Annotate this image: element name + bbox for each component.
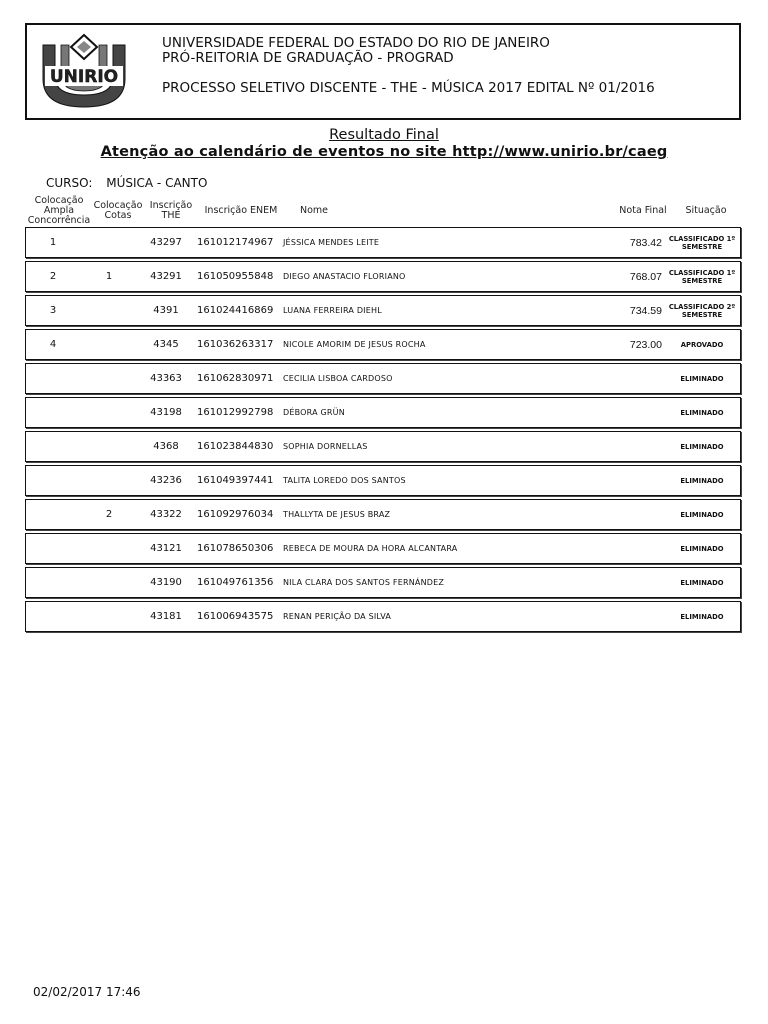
cell-situacao: ELIMINADO xyxy=(680,442,724,451)
cell-cotas xyxy=(96,602,122,631)
cell-enem: 161062830971 xyxy=(197,373,274,384)
cell-enem: 161092976034 xyxy=(197,509,274,520)
cell-situacao: APROVADO xyxy=(680,340,724,349)
cell-enem: 161049761356 xyxy=(197,577,274,588)
cell-the: 4391 xyxy=(153,305,179,316)
cell-nota: 723.00 xyxy=(629,338,662,351)
cell-nome: THALLYTA DE JESUS BRAZ xyxy=(283,510,391,519)
cell-nome: JÉSSICA MENDES LEITE xyxy=(283,238,380,247)
result-title xyxy=(0,127,768,161)
column-header-enem: Inscrição ENEM xyxy=(204,205,278,216)
table-row xyxy=(25,601,741,632)
cell-situacao: ELIMINADO xyxy=(680,476,724,485)
table-row xyxy=(25,533,741,564)
cell-nome: NILA CLARA DOS SANTOS FERNÁNDEZ xyxy=(283,578,445,587)
cell-ampla xyxy=(40,602,66,631)
calendar-notice: Atenção ao calendário de eventos no site http://www.unirio.br/caeg xyxy=(100,144,668,160)
cell-situacao: CLASSIFICADO 2º SEMESTRE xyxy=(668,302,736,319)
cell-nota xyxy=(624,364,662,393)
cell-the: 4368 xyxy=(153,441,179,452)
cell-enem: 161049397441 xyxy=(197,475,274,486)
cell-cotas xyxy=(96,432,122,461)
column-header-ampla: Colocação Ampla Concorrência xyxy=(27,195,91,226)
table-row xyxy=(25,227,741,258)
cell-enem: 161036263317 xyxy=(197,339,274,350)
column-header-cotas: Colocação Cotas xyxy=(93,200,143,221)
cell-situacao: ELIMINADO xyxy=(680,374,724,383)
cell-nota xyxy=(624,398,662,427)
cell-nome: REBECA DE MOURA DA HORA ALCANTARA xyxy=(283,544,458,553)
cell-cotas xyxy=(96,398,122,427)
cell-cotas xyxy=(96,568,122,597)
cell-ampla: 1 xyxy=(49,237,57,248)
cell-nome: CECILIA LISBOA CARDOSO xyxy=(283,374,393,383)
cell-nome: DIEGO ANASTACIO FLORIANO xyxy=(283,272,406,281)
cell-cotas xyxy=(96,466,122,495)
cell-the: 43297 xyxy=(150,237,182,248)
cell-nota: 783.42 xyxy=(629,236,662,249)
cell-ampla: 4 xyxy=(49,339,57,350)
cell-nota xyxy=(624,534,662,563)
logo-text: UNIRIO xyxy=(49,67,119,87)
cell-situacao: CLASSIFICADO 1º SEMESTRE xyxy=(668,234,736,251)
cell-nota xyxy=(624,500,662,529)
cell-enem: 161050955848 xyxy=(197,271,274,282)
cell-ampla: 3 xyxy=(49,305,57,316)
cell-nota xyxy=(624,602,662,631)
cell-cotas xyxy=(96,534,122,563)
cell-cotas xyxy=(96,296,122,325)
column-header-nota: Nota Final xyxy=(619,205,667,216)
cell-cotas xyxy=(96,330,122,359)
cell-the: 43198 xyxy=(150,407,182,418)
cell-nome: RENAN PERIÇÃO DA SILVA xyxy=(283,612,392,621)
cell-enem: 161078650306 xyxy=(197,543,274,554)
cell-enem: 161023844830 xyxy=(197,441,274,452)
course-label: CURSO: xyxy=(46,176,93,190)
cell-nome: NICOLE AMORIM DE JESUS ROCHA xyxy=(283,340,426,349)
cell-ampla: 2 xyxy=(49,271,57,282)
cell-ampla xyxy=(40,398,66,427)
cell-the: 43322 xyxy=(150,509,182,520)
header-text xyxy=(162,36,655,96)
cell-cotas xyxy=(96,364,122,393)
cell-the: 4345 xyxy=(153,339,179,350)
cell-enem: 161012992798 xyxy=(197,407,274,418)
cell-cotas: 1 xyxy=(105,271,113,282)
cell-nota xyxy=(624,432,662,461)
cell-ampla xyxy=(40,364,66,393)
cell-ampla xyxy=(40,432,66,461)
cell-cotas xyxy=(96,228,122,257)
cell-nota xyxy=(624,466,662,495)
course-line xyxy=(46,176,207,190)
cell-situacao: ELIMINADO xyxy=(680,544,724,553)
column-header-the: Inscrição THE xyxy=(149,200,193,221)
table-row xyxy=(25,329,741,360)
course-value: MÚSICA - CANTO xyxy=(106,176,208,190)
process-title: PROCESSO SELETIVO DISCENTE - THE - MÚSICA 2017 EDITAL Nº 01/2016 xyxy=(162,80,655,96)
result-heading: Resultado Final xyxy=(329,127,439,143)
table-row xyxy=(25,465,741,496)
cell-enem: 161024416869 xyxy=(197,305,274,316)
cell-the: 43236 xyxy=(150,475,182,486)
cell-the: 43121 xyxy=(150,543,182,554)
cell-nota xyxy=(624,568,662,597)
cell-ampla xyxy=(40,568,66,597)
cell-nome: LUANA FERREIRA DIEHL xyxy=(283,306,382,315)
cell-nota: 768.07 xyxy=(629,270,662,283)
unirio-logo xyxy=(39,33,129,113)
table-row xyxy=(25,295,741,326)
cell-situacao: ELIMINADO xyxy=(680,408,724,417)
cell-enem: 161006943575 xyxy=(197,611,274,622)
prorectorate-name: PRÓ-REITORIA DE GRADUAÇÃO - PROGRAD xyxy=(162,50,454,66)
column-header-nome: Nome xyxy=(300,205,329,216)
cell-the: 43363 xyxy=(150,373,182,384)
table-row xyxy=(25,431,741,462)
table-row xyxy=(25,499,741,530)
cell-situacao: ELIMINADO xyxy=(680,510,724,519)
cell-the: 43190 xyxy=(150,577,182,588)
cell-the: 43291 xyxy=(150,271,182,282)
table-row xyxy=(25,397,741,428)
cell-the: 43181 xyxy=(150,611,182,622)
table-row xyxy=(25,567,741,598)
cell-ampla xyxy=(40,534,66,563)
university-name: UNIVERSIDADE FEDERAL DO ESTADO DO RIO DE JANEIRO xyxy=(162,35,550,51)
cell-ampla xyxy=(40,500,66,529)
cell-situacao: ELIMINADO xyxy=(680,612,724,621)
cell-cotas: 2 xyxy=(105,509,113,520)
cell-situacao: ELIMINADO xyxy=(680,578,724,587)
table-row xyxy=(25,363,741,394)
print-timestamp: 02/02/2017 17:46 xyxy=(33,985,141,999)
table-row xyxy=(25,261,741,292)
cell-nome: TALITA LOREDO DOS SANTOS xyxy=(283,476,406,485)
cell-ampla xyxy=(40,466,66,495)
cell-enem: 161012174967 xyxy=(197,237,274,248)
cell-nome: SOPHIA DORNELLAS xyxy=(283,442,368,451)
cell-situacao: CLASSIFICADO 1º SEMESTRE xyxy=(668,268,736,285)
cell-nome: DÉBORA GRÜN xyxy=(283,408,345,417)
cell-nota: 734.59 xyxy=(629,304,662,317)
column-header-situacao: Situação xyxy=(685,205,727,216)
document-header xyxy=(25,23,741,120)
